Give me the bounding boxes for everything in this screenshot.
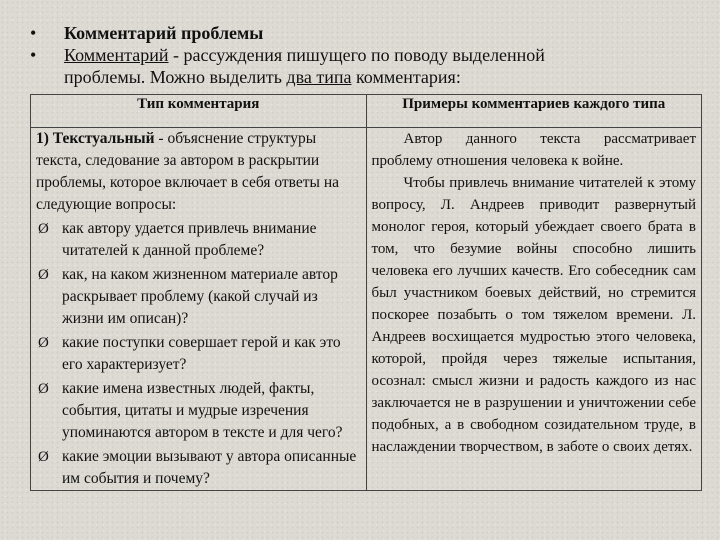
bullet-icon: • xyxy=(30,45,37,65)
arrow-bullet-icon: Ø xyxy=(38,267,49,283)
bullet-list xyxy=(26,22,706,88)
arrow-bullet-icon: Ø xyxy=(38,449,49,465)
question-text: как автору удается привлечь внимание читателей к данной проблеме? xyxy=(62,220,317,259)
header-examples: Примеры комментариев каждого типа xyxy=(366,95,702,128)
header-comment-type: Тип комментария xyxy=(31,95,367,128)
question-text: какие имена известных людей, факты, события, цитаты и мудрые изречения упоминаются автором в тексте и для чего? xyxy=(62,380,343,441)
example-cell xyxy=(366,128,702,491)
definition-text: - рассуждения пишущего по поводу выделенной xyxy=(168,45,545,65)
question-text: как, на каком жизненном материале автор раскрывает проблему (какой случай из жизни им описан)? xyxy=(62,266,338,327)
definition-text-line2: проблемы. Можно выделить xyxy=(64,67,287,87)
question-text: какие поступки совершает герой и как это его характеризует? xyxy=(62,334,341,373)
textual-definition xyxy=(36,128,361,216)
example-paragraph-2: Чтобы привлечь внимание читателей к этому вопросу, Л. Андреев приводит развернутый монолог героя, который убеждает своего брата в том, что безумие войны способно лишить человека его лучших качеств. Его собеседник сам был участником боевых действий, но стремится поскорее позабыть о том тяжелом времени. Л. Андреев восхищается мудростью этого человека, которой, пройдя через тяжелые испытания, осознал: смысл жизни и радость каждого из нас заключается не в разрушении и уничтожении себе подобных, а в свободном созидательном труде, в наслаждении творчеством, в заботе о своих детях. xyxy=(371,175,696,455)
comment-type-cell xyxy=(31,128,367,491)
table-row xyxy=(31,128,702,491)
table-header-row xyxy=(31,95,702,128)
bullet-item-1 xyxy=(26,22,706,44)
term-comment: Комментарий xyxy=(64,45,169,65)
arrow-bullet-icon: Ø xyxy=(38,381,49,397)
arrow-bullet-icon: Ø xyxy=(38,335,49,351)
question-item xyxy=(36,332,361,376)
textual-description: - объяснение структуры текста, следование за автором в раскрытии проблемы, которое включает в себя ответы на следующие вопросы: xyxy=(36,130,340,213)
question-item xyxy=(36,264,361,330)
question-item xyxy=(36,378,361,444)
question-text: какие эмоции вызывают у автора описанные им события и почему? xyxy=(62,448,357,487)
heading-comment-problem: Комментарий проблемы xyxy=(64,23,264,43)
textual-label: 1) Текстуальный xyxy=(36,130,155,147)
comment-types-table xyxy=(30,94,702,491)
bullet-item-2 xyxy=(26,44,706,88)
definition-text-end: комментария: xyxy=(351,67,461,87)
two-types-text: два типа xyxy=(286,67,352,87)
arrow-bullet-icon: Ø xyxy=(38,221,49,237)
example-paragraph-1: Автор данного текста рассматривает проблему отношения человека к войне. xyxy=(371,131,696,169)
question-item xyxy=(36,218,361,262)
question-item xyxy=(36,446,361,490)
bullet-icon: • xyxy=(30,23,37,43)
